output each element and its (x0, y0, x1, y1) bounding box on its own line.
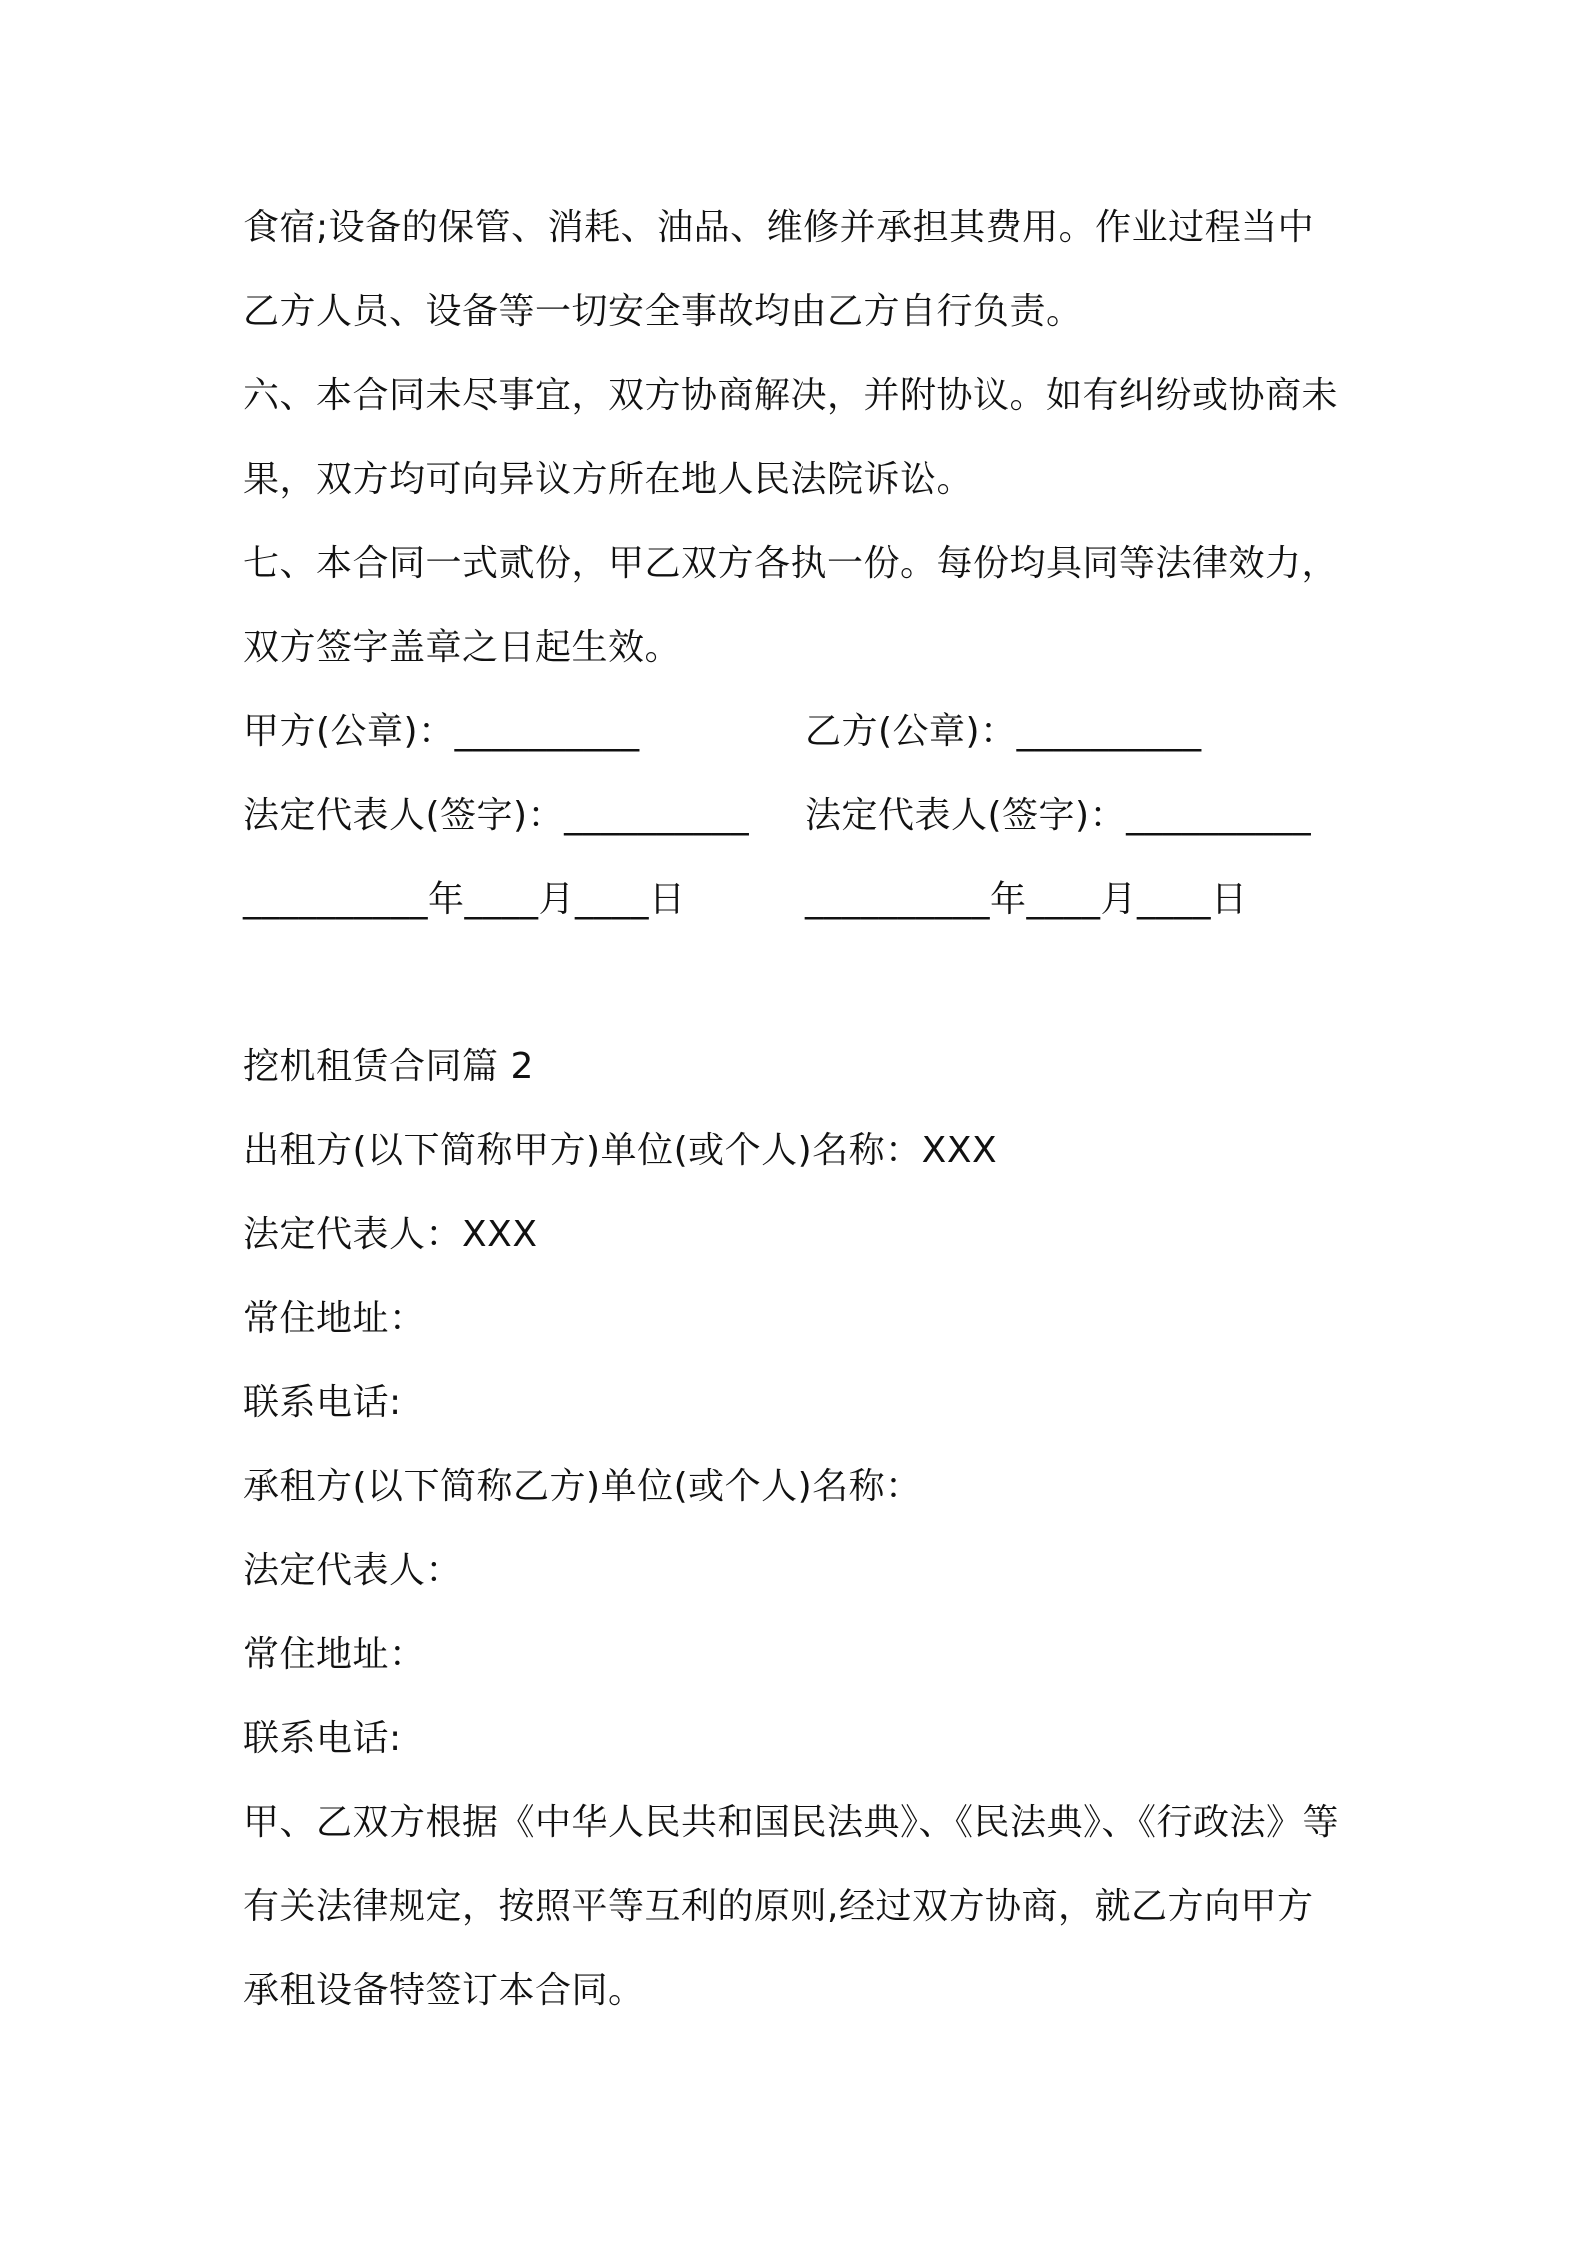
preamble-line: 承租设备特签订本合同。 (243, 1970, 645, 2011)
lessee-phone: 联系电话: (243, 1718, 402, 1759)
clause-7-line: 双方签字盖章之日起生效。 (243, 627, 682, 668)
preamble-line: 有关法律规定，按照平等互利的原则,经过双方协商，就乙方向甲方 (243, 1886, 1314, 1927)
lessor-phone: 联系电话: (243, 1382, 402, 1423)
clause-7-line: 七、本合同一式贰份，甲乙双方各执一份。每份均具同等法律效力， (243, 543, 1339, 584)
party-a-date-field: __________年____月____日 (243, 879, 686, 920)
party-a-seal-field: 甲方(公章)：__________ (243, 711, 640, 752)
party-a-representative-field: 法定代表人(签字)：__________ (243, 795, 750, 836)
lessor-representative: 法定代表人：XXX (243, 1214, 538, 1255)
lessor-name: 出租方(以下简称甲方)单位(或个人)名称：XXX (243, 1130, 998, 1171)
party-b-seal-field: 乙方(公章)：__________ (805, 711, 1202, 752)
lessee-address: 常住地址： (243, 1634, 426, 1675)
preamble-line: 甲、乙双方根据《中华人民共和国民法典》、《民法典》、《行政法》等 (243, 1802, 1340, 1843)
lessee-name: 承租方(以下简称乙方)单位(或个人)名称： (243, 1466, 922, 1507)
party-b-date-field: __________年____月____日 (805, 879, 1248, 920)
clause-6-line: 六、本合同未尽事宜，双方协商解决，并附协议。如有纠纷或协商未 (243, 375, 1339, 416)
paragraph-line: 乙方人员、设备等一切安全事故均由乙方自行负责。 (243, 291, 1083, 332)
clause-6-line: 果，双方均可向异议方所在地人民法院诉讼。 (243, 459, 974, 500)
lessee-representative: 法定代表人： (243, 1550, 463, 1591)
paragraph-line: 食宿;设备的保管、消耗、油品、维修并承担其费用。作业过程当中 (243, 207, 1315, 248)
lessor-address: 常住地址： (243, 1298, 426, 1339)
section-title: 挖机租赁合同篇 2 (243, 1046, 534, 1087)
party-b-representative-field: 法定代表人(签字)：__________ (805, 795, 1312, 836)
